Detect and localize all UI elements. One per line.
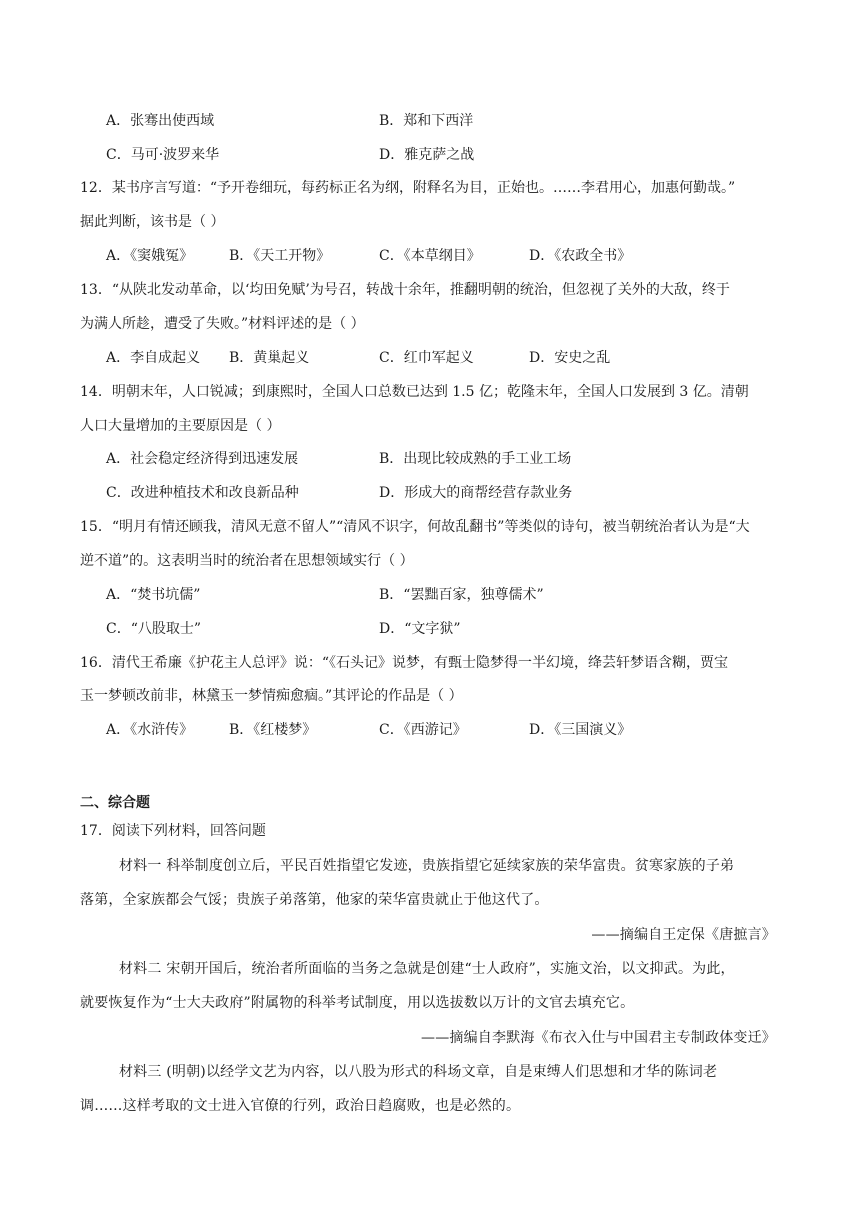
q12-stem-line2: 据此判断，该书是（ ） [80, 214, 225, 230]
q15-option-a: A．“焚书坑儒” [106, 587, 201, 603]
q16-option-a: A．《水浒传》 [106, 722, 194, 738]
q12-option-b: B．《天工开物》 [229, 248, 331, 264]
q15-option-d: D．“文字狱” [379, 621, 461, 637]
q13-stem-line1: 13．“从陕北发动革命，以‘均田免赋’为号召，转战十余年，推翻明朝的统治，但忽视了关外的大敌，终于 [80, 282, 730, 298]
q13-option-c: C．红巾军起义 [379, 350, 474, 366]
q16-stem-line1: 16．清代王希廉《护花主人总评》说：“《石头记》说梦，有甄士隐梦得一半幻境，绛芸轩梦语含糊，贾宝 [80, 655, 728, 671]
q17-stem: 17．阅读下列材料，回答问题 [80, 823, 266, 839]
material-2-source: ——摘编自李默海《布衣入仕与中国君主专制政体变迁》 [421, 1030, 776, 1046]
q13-option-d: D．安史之乱 [529, 350, 611, 366]
material-1-source: ——摘编自王定保《唐摭言》 [591, 927, 776, 943]
material-1-line2: 落第，全家族都会气馁；贵族子弟落第，他家的荣华富贵就止于他这代了。 [80, 892, 549, 908]
q11-option-b: B．郑和下西洋 [379, 113, 474, 129]
q16-stem-line2: 玉一梦顿改前非，林黛玉一梦情痴愈痼。”其评论的作品是（ ） [80, 688, 463, 704]
q15-option-c: C．“八股取士” [106, 621, 202, 637]
material-2-line1: 材料二 宋朝开国后，统治者所面临的当务之急就是创建“士人政府”，实施文治，以文抑武。为此， [119, 961, 735, 977]
q11-option-c: C．马可·波罗来华 [106, 147, 220, 163]
q14-option-b: B．出现比较成熟的手工业工场 [379, 451, 572, 467]
q14-option-c: C．改进种植技术和改良新品种 [106, 485, 299, 501]
section-heading: 二、综合题 [80, 795, 150, 811]
q15-stem-line1: 15．“明月有情还顾我，清风无意不留人”“清风不识字，何故乱翻书”等类似的诗句，被当朝统治者认为是“大 [80, 519, 750, 535]
q13-option-a: A．李自成起义 [106, 350, 201, 366]
material-1-line1: 材料一 科举制度创立后，平民百姓指望它发迹，贵族指望它延续家族的荣华富贵。贫寒家族的子弟 [119, 858, 735, 874]
q14-option-a: A．社会稳定经济得到迅速发展 [106, 451, 299, 467]
q14-stem-line2: 人口大量增加的主要原因是（ ） [80, 418, 281, 434]
material-3-line2: 调……这样考取的文士进入官僚的行列，政治日趋腐败，也是必然的。 [80, 1098, 521, 1114]
q11-option-d: D．雅克萨之战 [379, 147, 475, 163]
q12-option-d: D．《农政全书》 [529, 248, 632, 264]
q13-stem-line2: 为满人所趁，遭受了失败。”材料评述的是（ ） [80, 316, 365, 332]
q16-option-c: C．《西游记》 [379, 722, 467, 738]
q16-option-b: B．《红楼梦》 [229, 722, 317, 738]
q15-stem-line2: 逆不道”的。这表明当时的统治者在思想领域实行（ ） [80, 553, 414, 569]
material-2-line2: 就要恢复作为“士大夫政府”附属物的科举考试制度，用以选拔数以万计的文官去填充它。 [80, 995, 635, 1011]
q12-option-c: C．《本草纲目》 [379, 248, 481, 264]
q13-option-b: B．黄巢起义 [229, 350, 310, 366]
q16-option-d: D．《三国演义》 [529, 722, 632, 738]
q12-option-a: A．《窦娥冤》 [106, 248, 194, 264]
q11-option-a: A．张骞出使西域 [106, 113, 215, 129]
q14-option-d: D．形成大的商帮经营存款业务 [379, 485, 573, 501]
material-3-line1: 材料三 (明朝)以经学文艺为内容，以八股为形式的科场文章，自是束缚人们思想和才华的陈词老 [119, 1064, 718, 1080]
q14-stem-line1: 14．明朝末年，人口锐减；到康熙时，全国人口总数已达到 1.5 亿；乾隆末年，全国人口发展到 3 亿。清朝 [80, 384, 749, 400]
q12-stem-line1: 12．某书序言写道：“予开卷细玩，每药标正名为纲，附释名为目，正始也。……李君用心，加惠何勤哉。” [80, 180, 736, 196]
q15-option-b: B．“罢黜百家，独尊儒术” [379, 587, 544, 603]
